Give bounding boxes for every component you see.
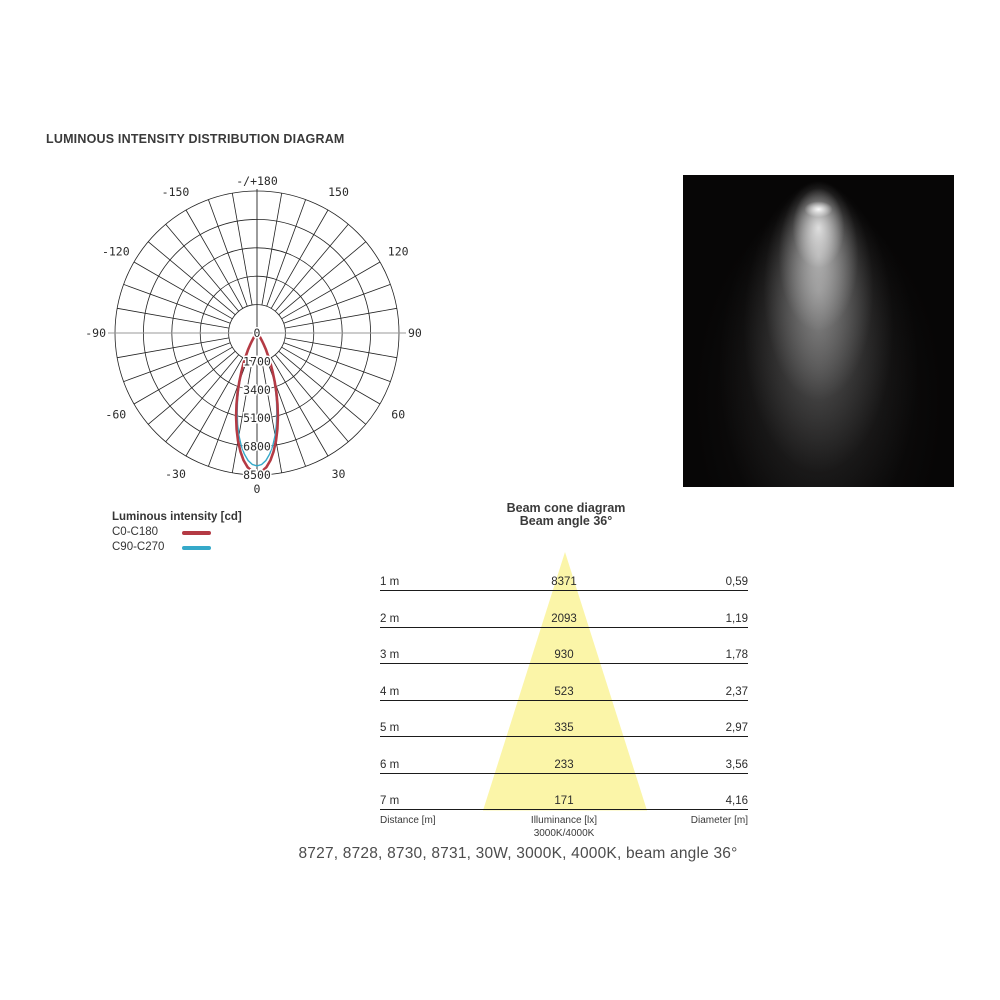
footer-diameter-label: Diameter [m] <box>690 815 748 826</box>
angle-label: -150 <box>161 184 190 199</box>
beam-diameter: 2,97 <box>725 722 748 735</box>
angle-label: -/+180 <box>236 174 278 188</box>
beam-diameter: 0,59 <box>725 575 748 588</box>
beam-diameter: 1,19 <box>725 612 748 625</box>
beam-illuminance: 930 <box>554 649 574 662</box>
angle-label: -90 <box>85 326 106 340</box>
beam-diameter: 4,16 <box>725 795 748 808</box>
beam-row <box>380 554 748 591</box>
beam-row <box>380 737 748 774</box>
beam-distance: 1 m <box>380 575 400 588</box>
beam-diameter: 1,78 <box>725 649 748 662</box>
product-caption: 8727, 8728, 8730, 8731, 30W, 3000K, 4000K, beam angle 36° <box>298 845 738 862</box>
polar-legend <box>112 510 242 555</box>
angle-label: 30 <box>331 467 346 482</box>
angle-label: -30 <box>165 467 186 482</box>
polar-chart-svg <box>60 168 460 508</box>
beam-row <box>380 664 748 701</box>
cyan-line-swatch <box>182 546 211 550</box>
angle-label: 90 <box>408 326 422 340</box>
beam-row <box>380 591 748 628</box>
beam-cone-title: Beam cone diagram <box>506 501 626 515</box>
legend-item-c90-c270 <box>112 540 242 555</box>
angle-label: -120 <box>101 244 130 259</box>
beam-illuminance: 523 <box>554 685 574 698</box>
beam-distance: 4 m <box>380 685 400 698</box>
beam-row <box>380 628 748 665</box>
angle-label: 150 <box>328 184 349 199</box>
beam-diameter: 3,56 <box>725 758 748 771</box>
legend-label: C0-C180 <box>112 526 159 538</box>
beam-distance: 7 m <box>380 795 400 808</box>
beam-cone-title-block <box>430 502 702 528</box>
footer-distance-label: Distance [m] <box>380 815 436 826</box>
beam-cone-subtitle: Beam angle 36° <box>519 513 613 528</box>
angle-label: 60 <box>391 407 406 422</box>
beam-illuminance: 335 <box>554 722 574 735</box>
beam-illuminance: 2093 <box>551 612 577 625</box>
beam-distance: 5 m <box>380 722 400 735</box>
ring-label: 0 <box>253 326 261 340</box>
ring-label: 1700 <box>243 354 271 369</box>
beam-distance: 3 m <box>380 649 400 662</box>
angle-label: 0 <box>253 482 261 496</box>
red-line-swatch <box>182 531 211 535</box>
beam-illuminance: 171 <box>554 795 574 808</box>
beam-diameter: 2,37 <box>725 685 748 698</box>
ring-label: 6800 <box>243 439 271 454</box>
beam-cone-table <box>380 554 748 810</box>
page-title: LUMINOUS INTENSITY DISTRIBUTION DIAGRAM <box>46 132 345 146</box>
beam-illuminance: 233 <box>554 758 574 771</box>
beam-illuminance: 8371 <box>551 575 577 588</box>
ring-label: 8500 <box>243 468 271 482</box>
ring-label: 3400 <box>243 382 271 397</box>
beam-distance: 2 m <box>380 612 400 625</box>
spotlight-beam-photo <box>683 175 954 487</box>
footer-illuminance-line1: Illuminance [lx] <box>530 815 598 826</box>
footer-illuminance-label <box>470 814 658 840</box>
angle-label: 120 <box>387 244 409 259</box>
angle-label: -60 <box>105 407 127 422</box>
beam-row <box>380 701 748 738</box>
footer-cct-line2: 3000K/4000K <box>533 828 595 839</box>
legend-heading: Luminous intensity [cd] <box>112 511 242 523</box>
legend-label: C90-C270 <box>112 541 165 553</box>
legend-item-c0-c180 <box>112 525 242 540</box>
ring-label: 5100 <box>243 411 271 426</box>
luminous-intensity-polar-diagram <box>60 168 460 508</box>
beam-row <box>380 774 748 811</box>
beam-cone-table-footer <box>380 814 748 840</box>
beam-distance: 6 m <box>380 758 400 771</box>
